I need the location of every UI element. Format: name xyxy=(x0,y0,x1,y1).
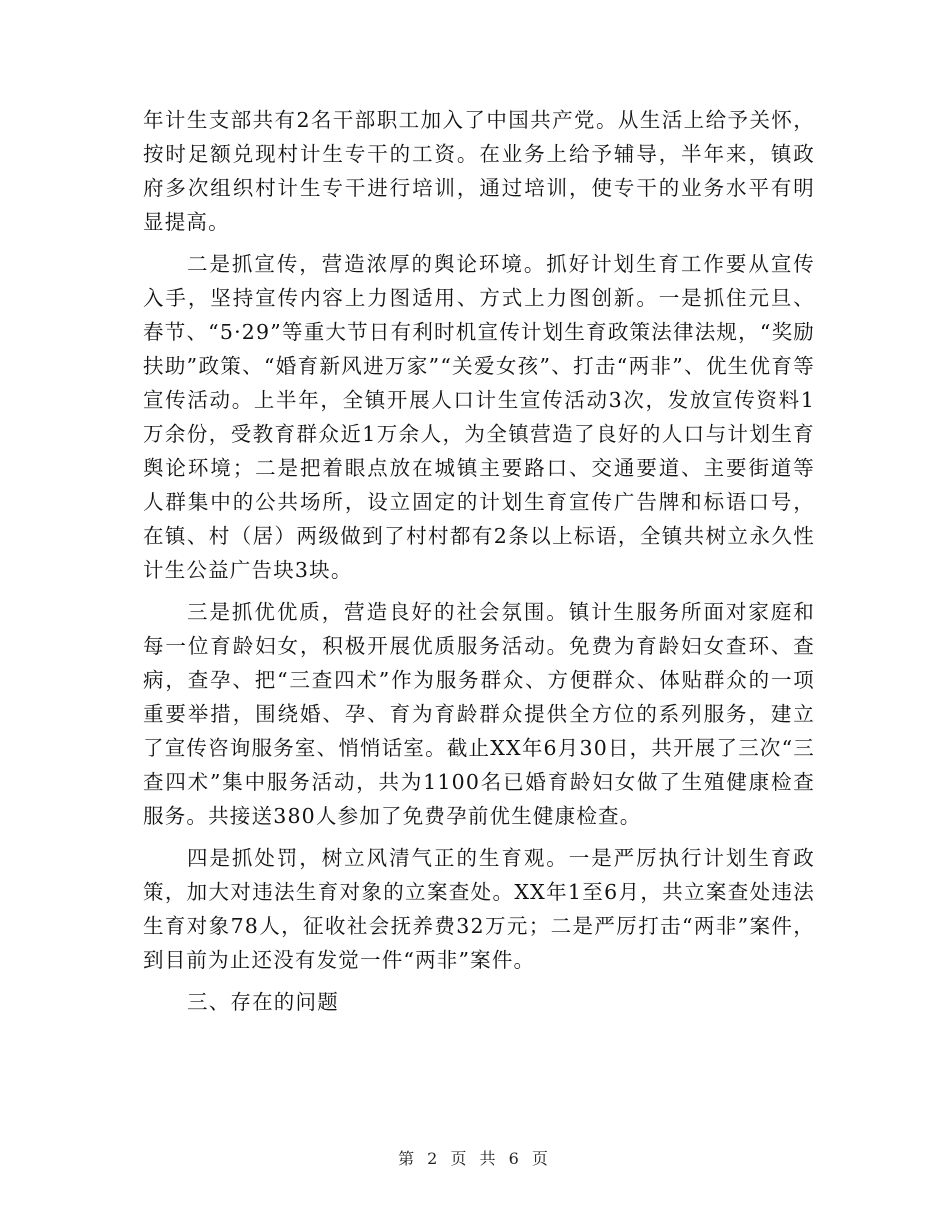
paragraph-penalties: 四是抓处罚，树立风清气正的生育观。一是严厉执行计划生育政策，加大对违法生育对象的立案查处。XX年1至6月，共立案查处违法生育对象78人，征收社会抚养费32万元；二是严厉打击“两非”案件，到目前为止还没有发觉一件“两非”案件。 xyxy=(143,846,815,972)
page-footer: 第 2 页 共 6 页 xyxy=(398,1149,552,1168)
paragraph-party-members: 年计生支部共有2名干部职工加入了中国共产党。从生活上给予关怀，按时足额兑现村计生专干的工资。在业务上给予辅导，半年来，镇政府多次组织村计生专干进行培训，通过培训，使专干的业务水平有明显提高。 xyxy=(143,108,815,234)
document-body xyxy=(143,103,815,1027)
paragraph-publicity: 二是抓宣传，营造浓厚的舆论环境。抓好计划生育工作要从宣传入手，坚持宣传内容上力图适用、方式上力图创新。一是抓住元旦、春节、“5·29”等重大节日有利时机宣传计划生育政策法律法规，“奖励扶助”政策、“婚育新风进万家”“关爱女孩”、打击“两非”、优生优育等宣传活动。上半年，全镇开展人口计生宣传活动3次，发放宣传资料1万余份，受教育群众近1万余人，为全镇营造了良好的人口与计划生育舆论环境；二是把着眼点放在城镇主要路口、交通要道、主要街道等人群集中的公共场所，设立固定的计划生育宣传广告牌和标语口号，在镇、村（居）两级做到了村村都有2条以上标语，全镇共树立永久性计生公益广告块3块。 xyxy=(143,252,815,582)
section-heading-problems: 三、存在的问题 xyxy=(187,990,339,1014)
paragraph-quality-service: 三是抓优优质，营造良好的社会氛围。镇计生服务所面对家庭和每一位育龄妇女，积极开展优质服务活动。免费为育龄妇女查环、查病，查孕、把“三查四术”作为服务群众、方便群众、体贴群众的一项重要举措，围绕婚、孕、育为育龄群众提供全方位的系列服务，建立了宣传咨询服务室、悄悄话室。截止XX年6月30日，共开展了三次“三查四术”集中服务活动，共为1100名已婚育龄妇女做了生殖健康检查服务。共接送380人参加了免费孕前优生健康检查。 xyxy=(143,600,815,828)
